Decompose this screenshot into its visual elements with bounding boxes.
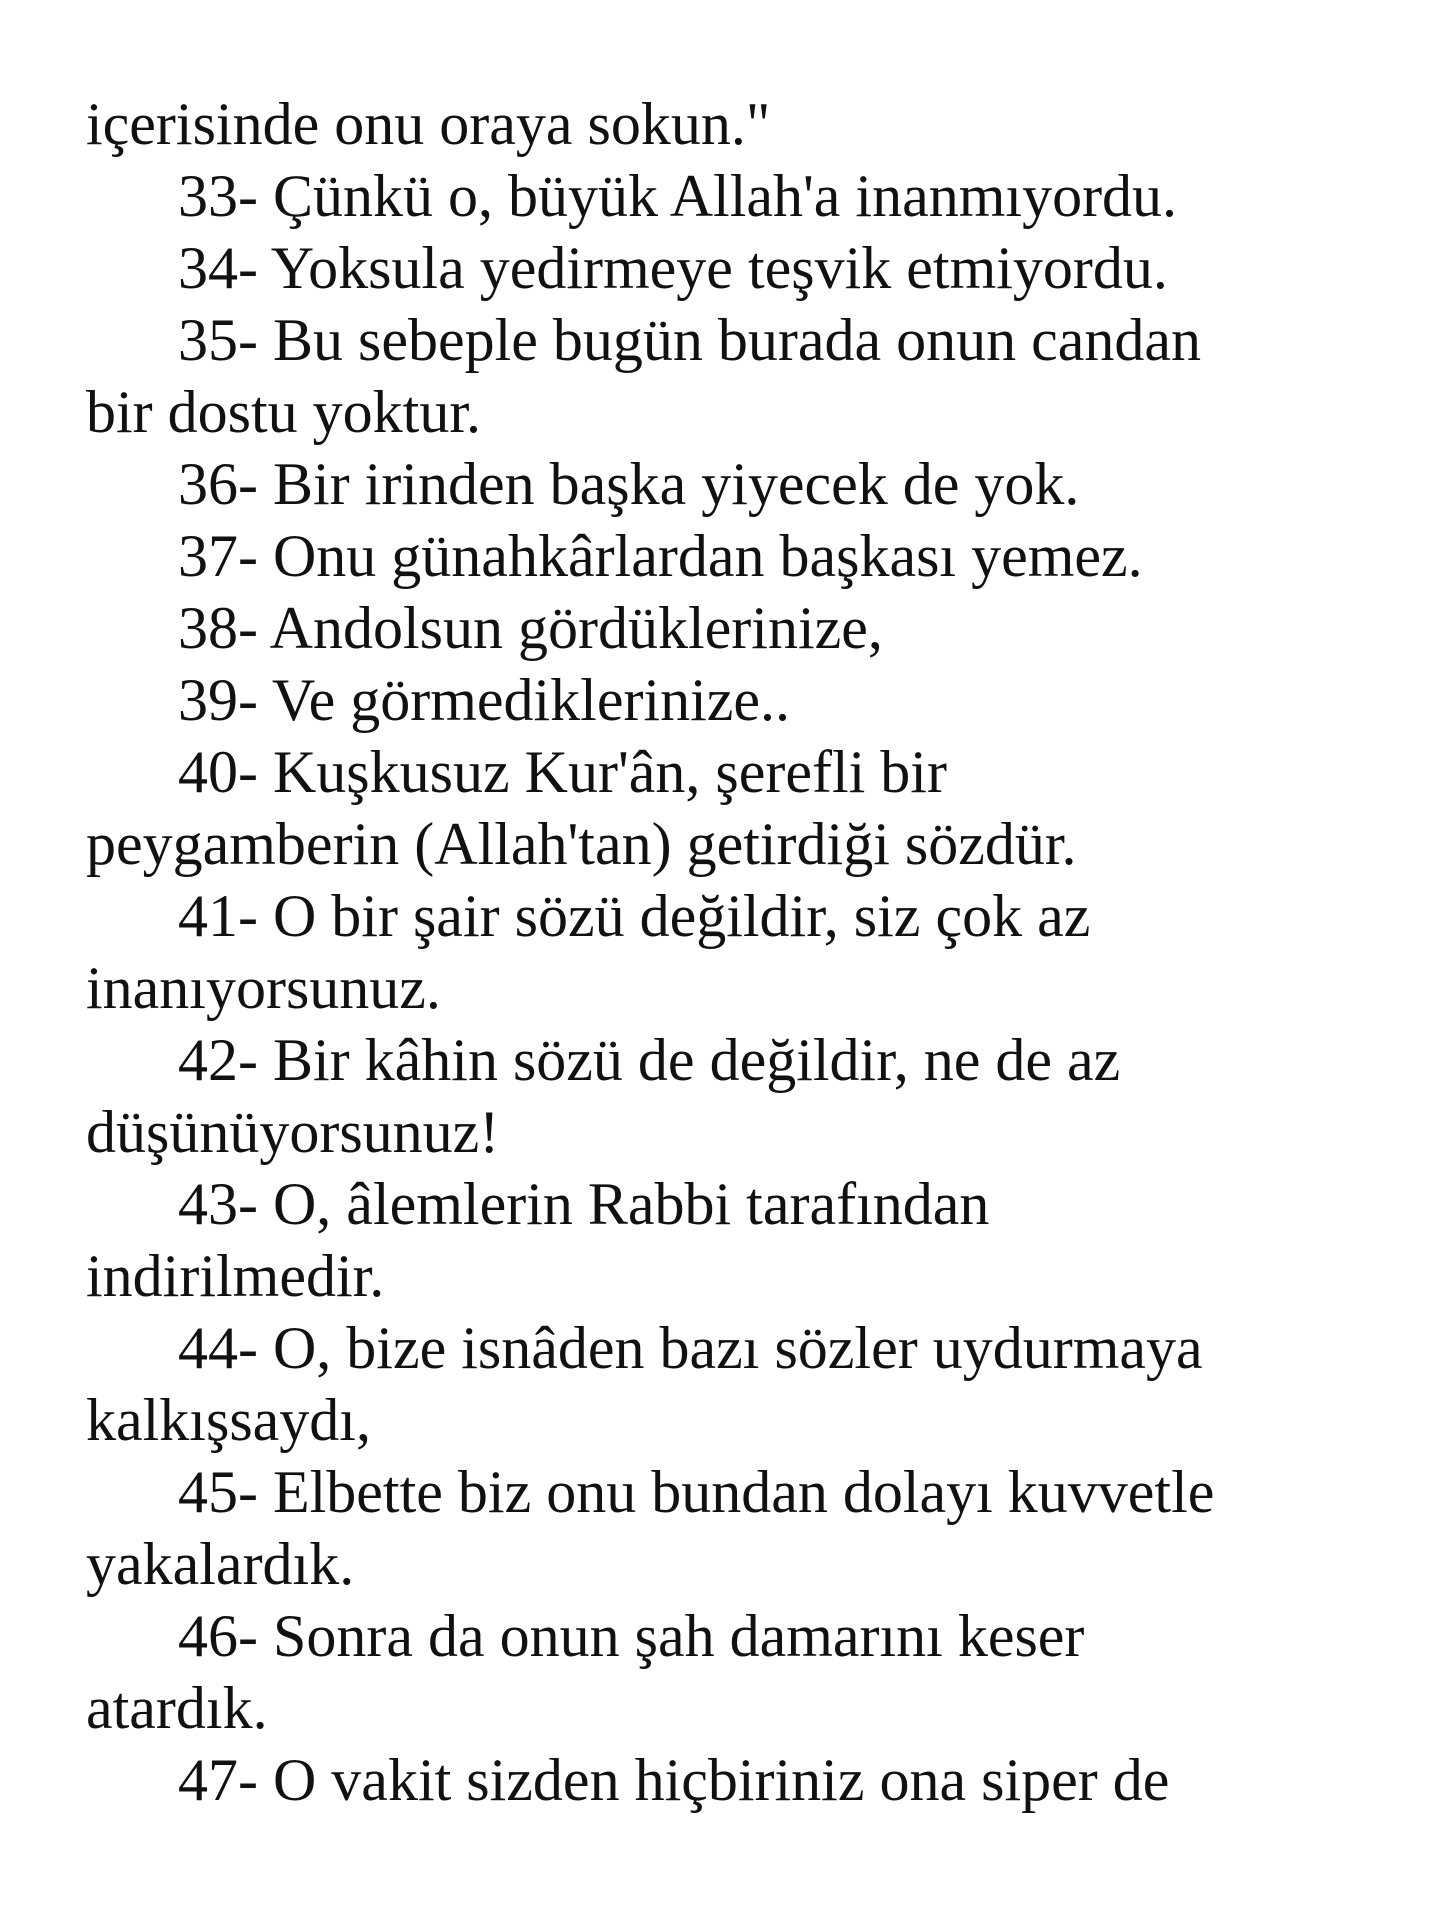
verse-40-line: 40- Kuşkusuz Kur'ân, şerefli bir [178, 739, 947, 805]
verse-35-continuation: bir dostu yoktur. [86, 379, 482, 445]
verse-47-line: 47- O vakit sizden hiçbiriniz ona siper de [178, 1747, 1170, 1813]
verse-42-continuation: düşünüyorsunuz! [86, 1099, 500, 1165]
verse-46-continuation: atardık. [86, 1675, 268, 1741]
verse-40-continuation: peygamberin (Allah'tan) getirdiği sözdür. [86, 811, 1077, 877]
verse-46-line: 46- Sonra da onun şah damarını keser [178, 1603, 1085, 1669]
verse-44-continuation: kalkışsaydı, [86, 1387, 371, 1453]
verse-41-continuation: inanıyorsunuz. [86, 955, 441, 1021]
verse-37-line: 37- Onu günahkârlardan başkası yemez. [178, 523, 1143, 589]
verse-35-line: 35- Bu sebeple bugün burada onun candan [178, 307, 1202, 373]
verse-43-line: 43- O, âlemlerin Rabbi tarafından [178, 1171, 990, 1237]
text-line: içerisinde onu oraya sokun." [86, 91, 771, 157]
document-page [86, 88, 1386, 1816]
verse-34-line: 34- Yoksula yedirmeye teşvik etmiyordu. [178, 235, 1168, 301]
verse-44-line: 44- O, bize isnâden bazı sözler uydurmaya [178, 1315, 1203, 1381]
verse-38-line: 38- Andolsun gördüklerinize, [178, 595, 883, 661]
verse-41-line: 41- O bir şair sözü değildir, siz çok az [178, 883, 1091, 949]
verse-45-continuation: yakalardık. [86, 1531, 355, 1597]
verse-43-continuation: indirilmedir. [86, 1243, 385, 1309]
verse-36-line: 36- Bir irinden başka yiyecek de yok. [178, 451, 1080, 517]
verse-42-line: 42- Bir kâhin sözü de değildir, ne de az [178, 1027, 1121, 1093]
verse-45-line: 45- Elbette biz onu bundan dolayı kuvvetle [178, 1459, 1215, 1525]
verse-39-line: 39- Ve görmediklerinize.. [178, 667, 791, 733]
verse-33-line: 33- Çünkü o, büyük Allah'a inanmıyordu. [178, 163, 1178, 229]
